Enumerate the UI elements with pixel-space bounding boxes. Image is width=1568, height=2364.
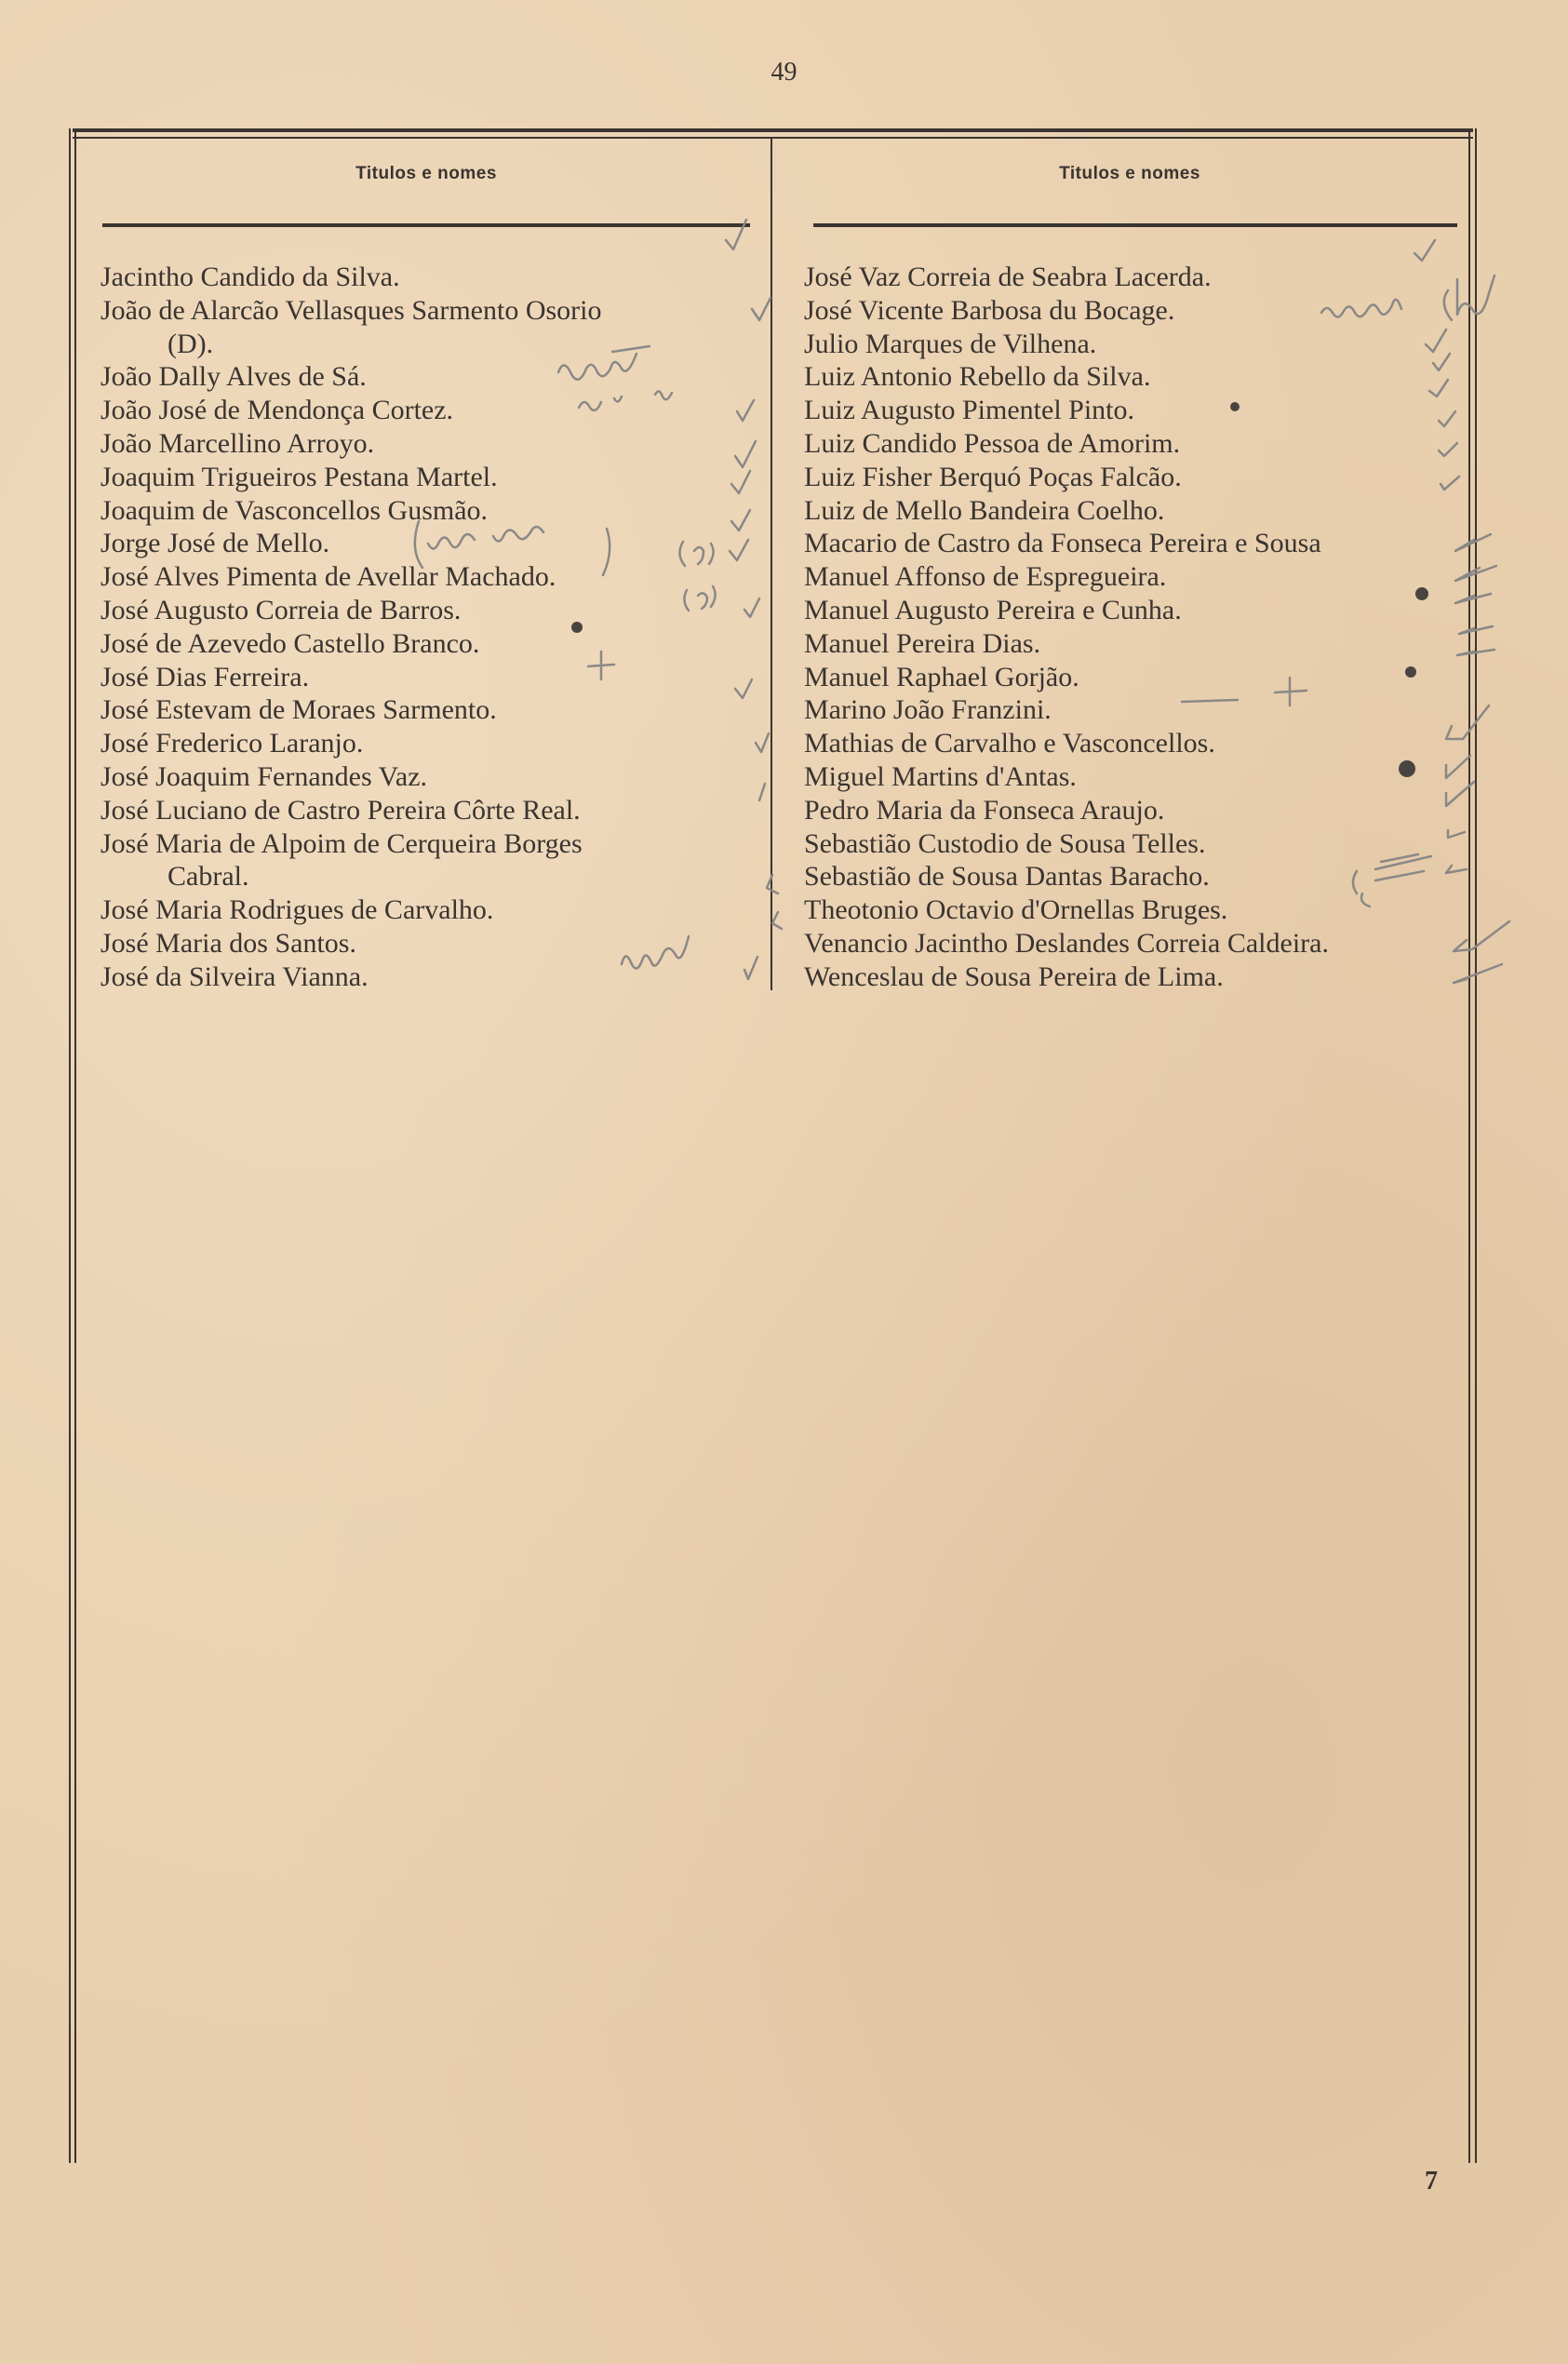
- list-item: José Vicente Barbosa du Bocage.: [804, 294, 1175, 326]
- check-mark-icon: [726, 220, 746, 249]
- page-number: 49: [771, 58, 797, 87]
- check-mark-icon: [1448, 830, 1465, 838]
- handwritten-note: [1361, 893, 1370, 907]
- check-mark-icon: [1446, 866, 1467, 873]
- sheet-number: 7: [1425, 2167, 1438, 2196]
- check-mark-icon: [1439, 443, 1457, 456]
- check-mark-icon: [1454, 921, 1509, 951]
- list-item: Jorge José de Mello.: [101, 528, 330, 559]
- check-mark-icon: [1433, 354, 1450, 370]
- list-item: Jacintho Candido da Silva.: [101, 262, 400, 292]
- list-item: Manuel Augusto Pereira e Cunha.: [804, 594, 1182, 625]
- list-item: Joaquim de Vasconcellos Gusmão.: [101, 494, 489, 526]
- check-mark-icon: [731, 471, 750, 493]
- list-item: Pedro Maria da Fonseca Araujo.: [804, 794, 1165, 826]
- check-mark-icon: [1454, 964, 1502, 983]
- list-item: Luiz Augusto Pimentel Pinto.: [804, 395, 1135, 426]
- list-item: Mathias de Carvalho e Vasconcellos.: [804, 728, 1215, 759]
- list-item: Julio Marques de Vilhena.: [804, 328, 1097, 359]
- list-item: José Estevam de Moraes Sarmento.: [101, 694, 497, 726]
- list-item: José Frederico Laranjo.: [101, 728, 364, 759]
- dot-mark-icon: [1415, 587, 1428, 600]
- list-item: João José de Mendonça Cortez.: [101, 395, 454, 426]
- list-item: José da Silveira Vianna.: [101, 960, 369, 992]
- dot-mark-icon: [1399, 760, 1415, 777]
- check-mark-icon: [752, 298, 771, 320]
- list-item: Luiz Fisher Berquó Poças Falcão.: [804, 461, 1182, 492]
- handwritten-note: [558, 346, 650, 380]
- check-mark-icon: [1446, 782, 1474, 806]
- list-item: José de Azevedo Castello Branco.: [101, 627, 480, 659]
- list-item: Theotonio Octavio d'Ornellas Bruges.: [804, 894, 1228, 926]
- list-item: José Luciano de Castro Pereira Côrte Real.: [101, 794, 581, 826]
- list-item: José Dias Ferreira.: [101, 661, 310, 692]
- list-item: Venancio Jacintho Deslandes Correia Caldeira.: [804, 927, 1329, 959]
- check-mark-icon: [737, 400, 754, 421]
- handwritten-note: [579, 391, 672, 410]
- list-item: Cabral.: [168, 861, 249, 893]
- list-item: Manuel Raphael Gorjão.: [804, 661, 1079, 692]
- dot-mark-icon: [571, 622, 583, 633]
- check-mark-icon: [730, 540, 748, 560]
- list-item: João Dally Alves de Sá.: [101, 361, 367, 393]
- list-item: Macario de Castro da Fonseca Pereira e Sousa: [804, 528, 1321, 559]
- list-item: Sebastião de Sousa Dantas Baracho.: [804, 861, 1210, 893]
- handwritten-note: [684, 586, 715, 611]
- check-mark-icon: [1446, 705, 1489, 739]
- column-header-left: Titulos e nomes: [355, 164, 497, 183]
- check-mark-icon: [772, 912, 782, 929]
- list-item: José Alves Pimenta de Avellar Machado.: [101, 561, 556, 593]
- check-mark-icon: [1455, 534, 1491, 551]
- list-item: Miguel Martins d'Antas.: [804, 760, 1077, 792]
- list-item: Sebastião Custodio de Sousa Telles.: [804, 827, 1206, 859]
- check-mark-icon: [1429, 380, 1448, 396]
- check-mark-icon: [1457, 650, 1494, 655]
- check-mark-icon: [759, 784, 765, 800]
- check-mark-icon: [744, 957, 757, 979]
- list-item: José Maria dos Santos.: [101, 927, 356, 959]
- list-item: Luiz de Mello Bandeira Coelho.: [804, 494, 1165, 526]
- check-mark-icon: [756, 733, 769, 752]
- check-mark-icon: [1439, 411, 1455, 426]
- handwritten-note: [1321, 275, 1494, 320]
- handwritten-note: [622, 936, 689, 969]
- list-item: João Marcellino Arroyo.: [101, 427, 375, 459]
- check-mark-icon: [744, 598, 759, 617]
- check-mark-icon: [731, 510, 750, 531]
- dot-mark-icon: [1230, 402, 1240, 411]
- handwritten-note: [679, 542, 713, 566]
- list-item: Manuel Affonso de Espregueira.: [804, 561, 1167, 593]
- list-item: Joaquim Trigueiros Pestana Martel.: [101, 461, 498, 492]
- list-item: José Maria Rodrigues de Carvalho.: [101, 894, 494, 926]
- check-mark-icon: [1455, 594, 1491, 603]
- handwritten-note: [415, 521, 610, 575]
- check-mark-icon: [1459, 626, 1493, 634]
- list-item: Manuel Pereira Dias.: [804, 627, 1041, 659]
- column-header-right: Titulos e nomes: [1059, 164, 1200, 183]
- list-item: José Joaquim Fernandes Vaz.: [101, 760, 428, 792]
- list-item: José Vaz Correia de Seabra Lacerda.: [804, 262, 1212, 292]
- list-item: Marino João Franzini.: [804, 694, 1052, 726]
- check-mark-icon: [1455, 566, 1496, 581]
- list-item: Luiz Antonio Rebello da Silva.: [804, 361, 1151, 393]
- check-mark-icon: [1441, 477, 1459, 490]
- check-mark-icon: [1426, 329, 1446, 352]
- list-item: João de Alarcão Vellasques Sarmento Osorio: [101, 294, 602, 326]
- check-mark-icon: [1414, 240, 1435, 261]
- list-item: Wenceslau de Sousa Pereira de Lima.: [804, 960, 1224, 992]
- cross-mark-icon: [1182, 678, 1307, 705]
- list-item: José Maria de Alpoim de Cerqueira Borges: [101, 827, 583, 859]
- list-item: (D).: [168, 328, 214, 359]
- dot-mark-icon: [1405, 666, 1416, 678]
- check-mark-icon: [767, 875, 778, 893]
- list-item: Luiz Candido Pessoa de Amorim.: [804, 427, 1181, 459]
- check-mark-icon: [735, 679, 752, 698]
- check-mark-icon: [1446, 756, 1470, 778]
- handwritten-note: [1353, 854, 1431, 893]
- list-item: José Augusto Correia de Barros.: [101, 594, 462, 625]
- check-mark-icon: [735, 441, 756, 467]
- cross-mark-icon: [588, 651, 614, 679]
